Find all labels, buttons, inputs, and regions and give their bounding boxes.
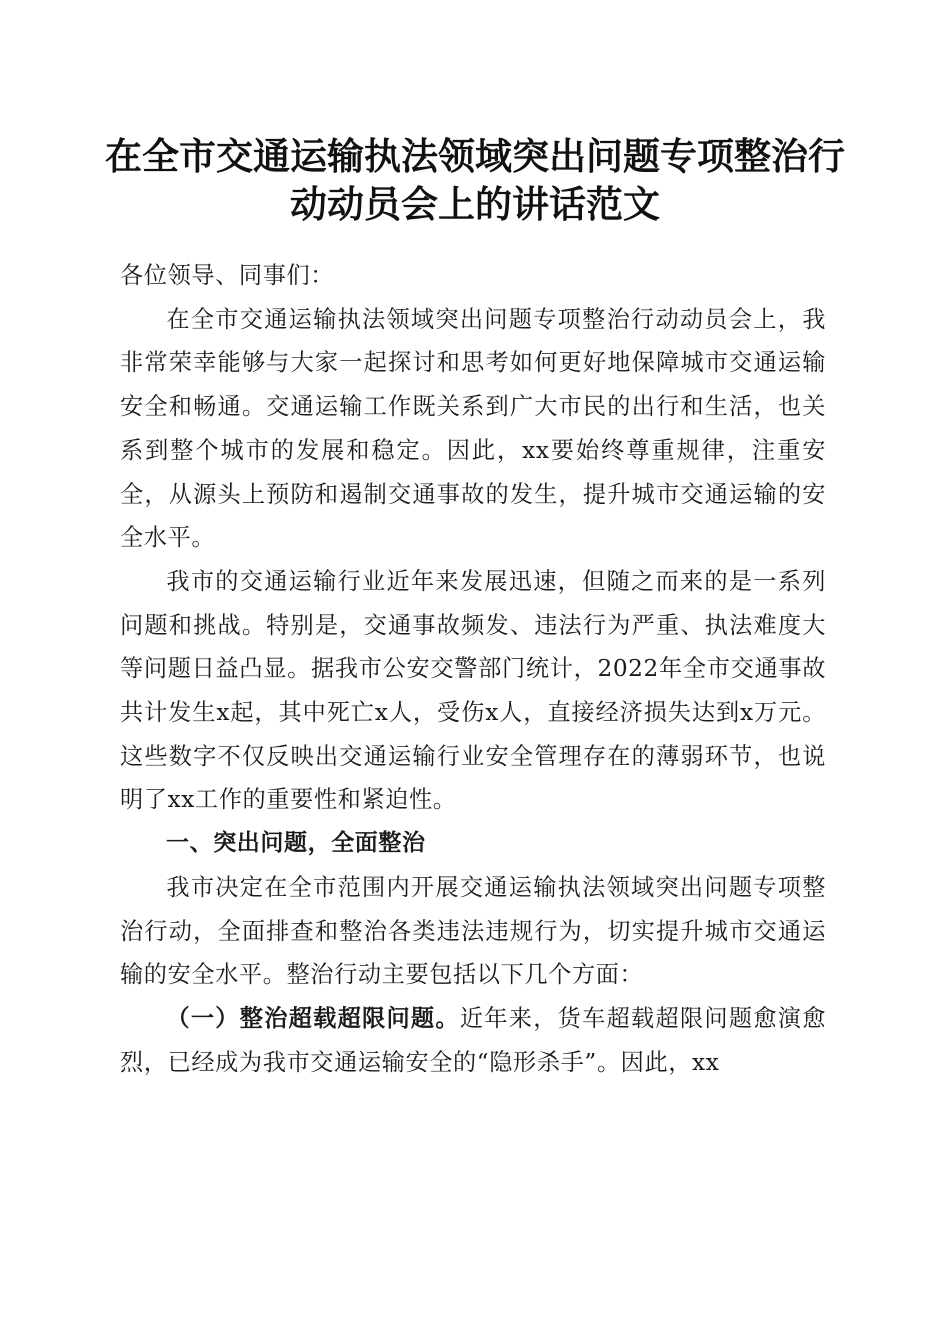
paragraph-section-1: 我市决定在全市范围内开展交通运输执法领域突出问题专项整治行动，全面排查和整治各类违法违规行为，切实提升城市交通运输的安全水平。整治行动主要包括以下几个方面：	[120, 873, 826, 989]
subsection-1-lead: （一）整治超载超限问题。	[166, 1004, 460, 1032]
document-body	[120, 254, 826, 1084]
title-line-1: 在全市交通运输执法领域突出问题专项整治行	[105, 134, 845, 178]
salutation: 各位领导、同事们：	[120, 262, 335, 289]
paragraph-background: 我市的交通运输行业近年来发展迅速，但随之而来的是一系列问题和挑战。特别是，交通事故频发、违法行为严重、执法难度大等问题日益凸显。据我市公安交警部门统计，2022年全市交通事故共计发生x起，其中死亡x人，受伤x人，直接经济损失达到x万元。这些数字不仅反映出交通运输行业安全管理存在的薄弱环节，也说明了xx工作的重要性和紧迫性。	[120, 567, 826, 814]
paragraph-subsection-1	[120, 997, 826, 1084]
paragraph-intro: 在全市交通运输执法领域突出问题专项整治行动动员会上，我非常荣幸能够与大家一起探讨和思考如何更好地保障城市交通运输安全和畅通。交通运输工作既关系到广大市民的出行和生活，也关系到整个城市的发展和稳定。因此，xx要始终尊重规律，注重安全，从源头上预防和遏制交通事故的发生，提升城市交通运输的安全水平。	[120, 305, 826, 552]
section-heading-1: 一、突出问题，全面整治	[166, 830, 426, 857]
title-line-2: 动动员会上的讲话范文	[290, 182, 660, 226]
document-title	[100, 132, 850, 228]
subsection-1-text: 近年来，货车超载超限问题愈演愈烈，已经成为我市交通运输安全的“隐形杀手”。因此，xx	[120, 1004, 827, 1076]
